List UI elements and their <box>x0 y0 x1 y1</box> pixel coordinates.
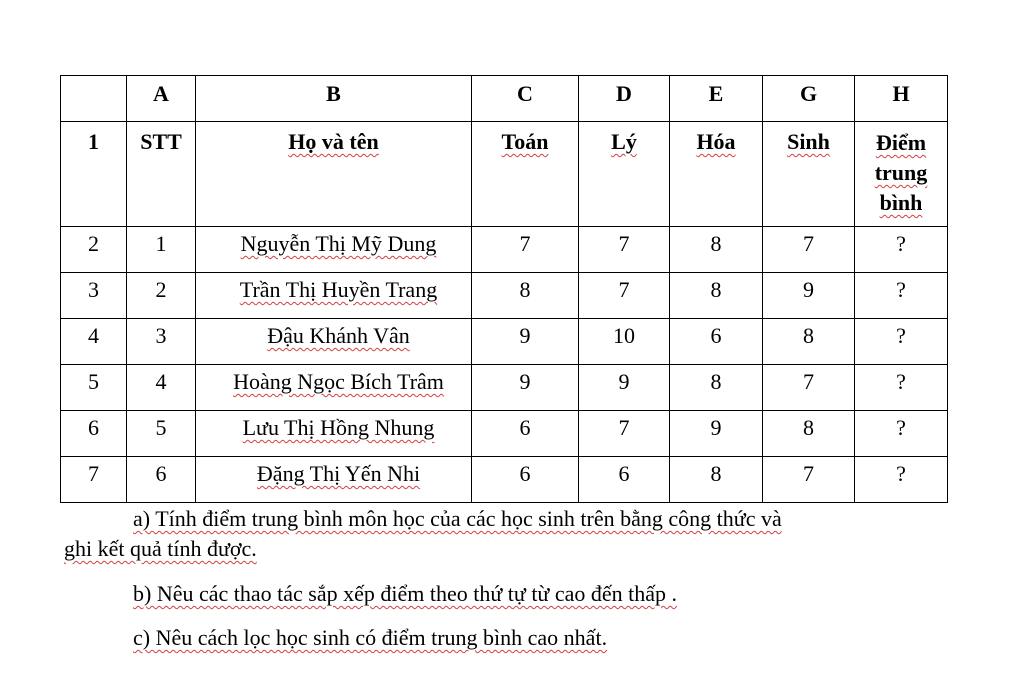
physics-score: 9 <box>579 365 670 411</box>
column-letter-c: C <box>472 76 579 122</box>
biology-score: 7 <box>763 365 855 411</box>
column-letter-row <box>61 76 948 122</box>
stt-cell: 5 <box>127 411 196 457</box>
stt-cell: 2 <box>127 273 196 319</box>
table-row <box>61 457 948 503</box>
row-number: 7 <box>61 457 127 503</box>
math-score: 6 <box>472 411 579 457</box>
average-score: ? <box>855 365 948 411</box>
physics-score: 6 <box>579 457 670 503</box>
average-score: ? <box>855 411 948 457</box>
chemistry-score: 9 <box>670 411 763 457</box>
column-letter-h: H <box>855 76 948 122</box>
header-chemistry <box>670 122 763 227</box>
row-number: 4 <box>61 319 127 365</box>
student-name: Hoàng Ngọc Bích Trâm <box>233 369 444 394</box>
name-cell <box>196 457 472 503</box>
chemistry-score: 8 <box>670 227 763 273</box>
name-cell <box>196 411 472 457</box>
table-row <box>61 411 948 457</box>
header-biology <box>763 122 855 227</box>
math-score: 6 <box>472 457 579 503</box>
chemistry-score: 8 <box>670 365 763 411</box>
student-name: Nguyễn Thị Mỹ Dung <box>240 231 437 256</box>
header-average-line1: Điểm <box>875 130 927 155</box>
chemistry-score: 6 <box>670 319 763 365</box>
corner-cell <box>61 76 127 122</box>
header-average <box>855 122 948 227</box>
header-chemistry-text: Hóa <box>696 129 736 154</box>
biology-score: 8 <box>763 411 855 457</box>
question-c: c) Nêu cách lọc học sinh có điểm trung bình cao nhất. <box>133 625 608 650</box>
average-score: ? <box>855 273 948 319</box>
math-score: 9 <box>472 365 579 411</box>
column-letter-e: E <box>670 76 763 122</box>
math-score: 9 <box>472 319 579 365</box>
stt-cell: 4 <box>127 365 196 411</box>
biology-score: 9 <box>763 273 855 319</box>
table-row <box>61 273 948 319</box>
question-a-line2: ghi kết quả tính được. <box>64 536 257 561</box>
column-letter-a: A <box>127 76 196 122</box>
column-letter-b: B <box>196 76 472 122</box>
stt-cell: 1 <box>127 227 196 273</box>
row-number: 6 <box>61 411 127 457</box>
name-cell <box>196 365 472 411</box>
math-score: 7 <box>472 227 579 273</box>
header-stt: STT <box>127 122 196 227</box>
question-a-line1: a) Tính điểm trung bình môn học của các học sinh trên bằng công thức và <box>133 506 782 531</box>
table-row <box>61 319 948 365</box>
row-number: 2 <box>61 227 127 273</box>
row-number: 3 <box>61 273 127 319</box>
physics-score: 7 <box>579 273 670 319</box>
header-name <box>196 122 472 227</box>
biology-score: 7 <box>763 227 855 273</box>
question-b: b) Nêu các thao tác sắp xếp điểm theo thứ tự từ cao đến thấp . <box>133 581 678 606</box>
column-letter-d: D <box>579 76 670 122</box>
stt-cell: 6 <box>127 457 196 503</box>
header-math <box>472 122 579 227</box>
chemistry-score: 8 <box>670 273 763 319</box>
physics-score: 10 <box>579 319 670 365</box>
header-name-text: Họ và tên <box>288 129 379 154</box>
name-cell <box>196 273 472 319</box>
student-name: Lưu Thị Hồng Nhung <box>242 415 435 440</box>
header-average-line2: trung <box>874 160 928 185</box>
header-physics-text: Lý <box>611 129 637 154</box>
header-biology-text: Sinh <box>787 129 830 154</box>
biology-score: 8 <box>763 319 855 365</box>
grade-table <box>60 75 948 503</box>
physics-score: 7 <box>579 411 670 457</box>
table-row <box>61 365 948 411</box>
name-cell <box>196 227 472 273</box>
table-row <box>61 227 948 273</box>
math-score: 8 <box>472 273 579 319</box>
physics-score: 7 <box>579 227 670 273</box>
stt-cell: 3 <box>127 319 196 365</box>
average-score: ? <box>855 227 948 273</box>
student-name: Đặng Thị Yến Nhi <box>256 461 421 486</box>
average-score: ? <box>855 457 948 503</box>
header-row <box>61 122 948 227</box>
row-number: 1 <box>61 122 127 227</box>
average-score: ? <box>855 319 948 365</box>
name-cell <box>196 319 472 365</box>
row-number: 5 <box>61 365 127 411</box>
biology-score: 7 <box>763 457 855 503</box>
header-math-text: Toán <box>501 129 549 154</box>
student-name: Trần Thị Huyền Trang <box>239 277 438 302</box>
column-letter-g: G <box>763 76 855 122</box>
header-average-line3: bình <box>879 190 923 215</box>
header-physics <box>579 122 670 227</box>
student-name: Đậu Khánh Vân <box>267 323 410 348</box>
chemistry-score: 8 <box>670 457 763 503</box>
